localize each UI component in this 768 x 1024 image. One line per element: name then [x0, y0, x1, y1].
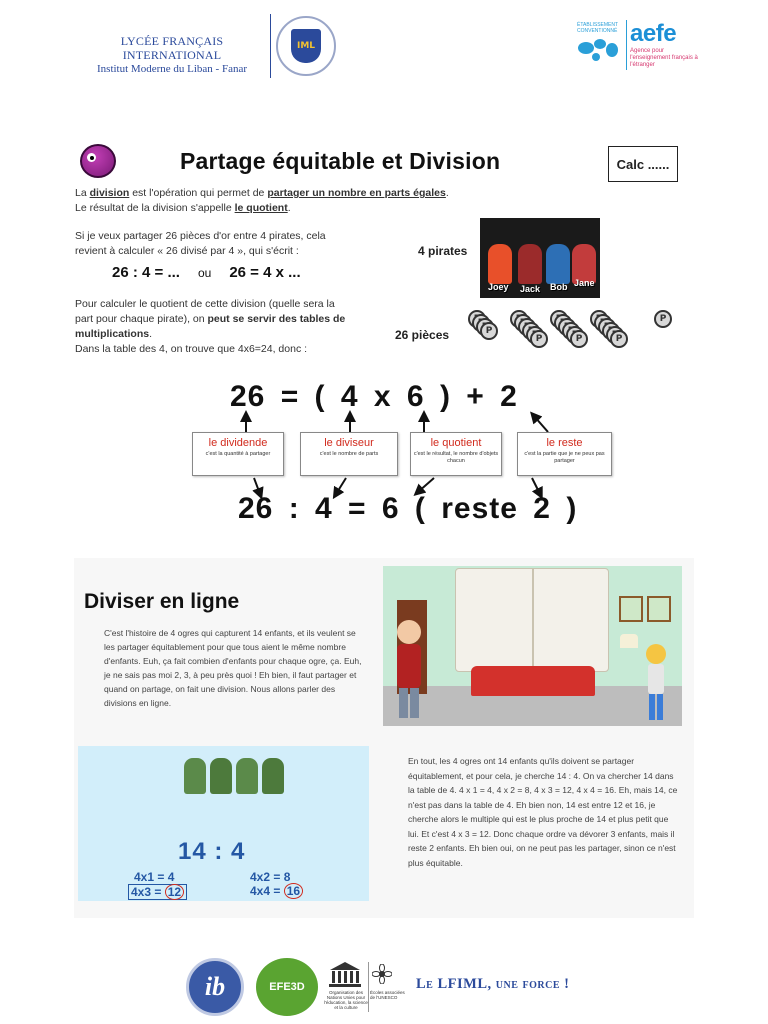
term-partager: partager un nombre en parts égales: [267, 187, 446, 199]
pirate-name: Bob: [550, 282, 568, 292]
ogre-figure: [262, 758, 284, 794]
intro-paragraph-1: [75, 186, 495, 216]
red-sofa: [471, 666, 595, 696]
formula-multiplication: 26 = 4 x ...: [229, 264, 301, 281]
formula-division: 26 : 4 = ...: [112, 264, 180, 281]
fact-text: 4x4 =: [250, 884, 284, 898]
pirate-name: Joey: [488, 282, 509, 292]
term-box-dividende: [192, 432, 284, 476]
gold-coin-icon: P: [480, 322, 498, 340]
text-span: .: [149, 328, 153, 340]
division-14-by-4: 14 : 4: [178, 838, 246, 865]
pirates-label: 4 pirates: [418, 244, 468, 258]
pirate-figure: [546, 244, 570, 284]
unesco-temple-icon: [326, 960, 364, 988]
text-line: Si je veux partager 26 pièces d'or entre 4 pirates, cela: [75, 230, 326, 242]
pirates-image: [480, 218, 600, 298]
term-description: c'est le nombre de parts: [319, 451, 379, 457]
aefe-small-text: ÉTABLISSEMENT CONVENTIONNÉ: [577, 22, 618, 34]
term-division: division: [89, 187, 130, 199]
header-divider: [270, 14, 271, 78]
formula-line: [112, 264, 301, 281]
fact-result-circled: 12: [165, 884, 184, 900]
ogre-story-text: C'est l'histoire de 4 ogres qui capturent 14 enfants, et ils veulent se les partager équitablement pour que tous aient le même nombre d'enfants. Euh, ça fait combien d'enfants pour chaque ogre, ça. Euh, je ne sais pas moi 2, 3, à peu près quoi ! Eh bien, il faut partager et quand on partage, on fait une division. Nous allons parler des divisions en ligne.: [104, 628, 362, 708]
term-description: c'est la quantité à partager: [205, 451, 271, 457]
gold-coin-icon: P: [654, 310, 672, 328]
pieces-label: 26 pièces: [395, 328, 450, 342]
storybook-room-image: [383, 566, 682, 726]
multiplication-fact: [250, 884, 303, 898]
aefe-divider: [626, 20, 627, 70]
gold-coin-icon: P: [570, 330, 588, 348]
text-span: est l'opération qui permet de: [129, 187, 268, 199]
text-span: part pour chaque pirate), on: [75, 313, 208, 325]
equation-multiplication: 26 = ( 4 x 6 ) + 2: [230, 380, 518, 413]
picture-frame: [619, 596, 643, 622]
fact-text: 4x3 =: [131, 885, 165, 899]
page-title: Partage équitable et Division: [180, 148, 501, 174]
school-name-line1: LYCÉE FRANÇAIS INTERNATIONAL: [120, 34, 224, 62]
pirate-name: Jack: [520, 284, 541, 294]
calc-box: Calc ......: [608, 146, 678, 182]
text-span-bold: multiplications: [75, 328, 150, 340]
pirate-name: Jane: [574, 278, 595, 288]
online-section-title: Diviser en ligne: [84, 590, 240, 613]
ib-logo: ib: [186, 958, 244, 1016]
intro-paragraph-3: [75, 297, 375, 357]
text-span-bold: peut se servir des tables de: [207, 313, 346, 325]
multiplication-fact: 4x1 = 4: [134, 870, 175, 884]
world-map-icon: [576, 30, 620, 64]
iml-shield: IML: [291, 29, 321, 63]
term-title: le reste: [546, 437, 583, 449]
ogre-figure: [184, 758, 206, 794]
picture-frame: [647, 596, 671, 622]
multiplication-fact: 4x2 = 8: [250, 870, 291, 884]
fact-result-circled: 16: [284, 883, 303, 899]
term-title: le quotient: [430, 437, 482, 449]
text-span: .: [445, 187, 449, 199]
ogre-figure: [236, 758, 258, 794]
text-span: La: [75, 187, 90, 199]
open-book: [455, 568, 609, 672]
footer-divider: [368, 962, 369, 1012]
grandpa-figure: [389, 614, 429, 722]
flower-icon: [372, 964, 392, 984]
multiplication-fact-boxed: [128, 884, 187, 900]
coins-area: [466, 306, 706, 356]
school-slogan: Le LFIML, une force !: [416, 976, 570, 992]
text-span: .: [287, 202, 291, 214]
formula-or: ou: [197, 266, 212, 280]
pirate-figure: [488, 244, 512, 284]
pirate-figure: [518, 244, 542, 284]
term-title: le dividende: [208, 437, 268, 449]
text-line: Pour calculer le quotient de cette division (quelle sera la: [75, 298, 335, 310]
aefe-logo-text: aefe: [630, 20, 677, 47]
term-description: c'est la partie que je ne peux pas partager: [524, 451, 605, 464]
unesco-schools-caption: Écoles associées de l'UNESCO: [370, 990, 405, 1000]
efe3d-logo: EFE3D: [256, 958, 318, 1016]
school-name-line2: Institut Moderne du Liban - Fanar: [97, 63, 247, 75]
equation-division: 26 : 4 = 6 ( reste 2 ): [238, 492, 578, 525]
iml-seal-logo: [276, 16, 336, 76]
unesco-caption: Organisation des Nations Unies pour l'éducation, la science et la culture: [324, 990, 368, 1010]
text-span: Le résultat de la division s'appelle: [75, 202, 235, 214]
text-line: Dans la table des 4, on trouve que 4x6=24, donc :: [75, 343, 308, 355]
kid-figure: [644, 640, 668, 722]
ogre-figure: [210, 758, 232, 794]
gold-coin-icon: P: [610, 330, 628, 348]
aefe-subtitle: Agence pour l'enseignement français à l'étranger: [630, 48, 698, 68]
intro-paragraph-2: [75, 229, 375, 259]
term-box-reste: [517, 432, 612, 476]
term-box-quotient: [410, 432, 502, 476]
monster-mascot-icon: [80, 144, 116, 178]
term-title: le diviseur: [324, 437, 374, 449]
school-name: [74, 34, 270, 76]
lamp: [620, 634, 638, 648]
term-box-diviseur: [300, 432, 398, 476]
explanation-text: En tout, les 4 ogres ont 14 enfants qu'ils doivent se partager équitablement, et pour cela, je cherche 14 : 4. On va chercher 14 dans la table de 4. 4 x 1 = 4, 4 x 2 = 8, 4 x 3 = 12, 4 x 4 = 16. Eh, mais 14, ce n'est pas dans la table de 4. Eh bien non, 14 est entre 12 et 16, je cherche alors le multiple qui est le plus proche de 14 et plus petit que lui. Et c'est 4 x 3 = 12. Donc chaque ordre va dévorer 3 enfants, mais il reste 2 enfants. Eh bien oui, on ne peut pas les partager, sinon ce n'est plus équitable.: [408, 756, 678, 868]
term-quotient: le quotient: [234, 202, 288, 214]
text-line: revient à calculer « 26 divisé par 4 », qui s'écrit :: [75, 245, 299, 257]
term-description: c'est le résultat, le nombre d'objets chacun: [413, 451, 499, 464]
gold-coin-icon: P: [530, 330, 548, 348]
ogres-math-panel: [78, 746, 369, 901]
